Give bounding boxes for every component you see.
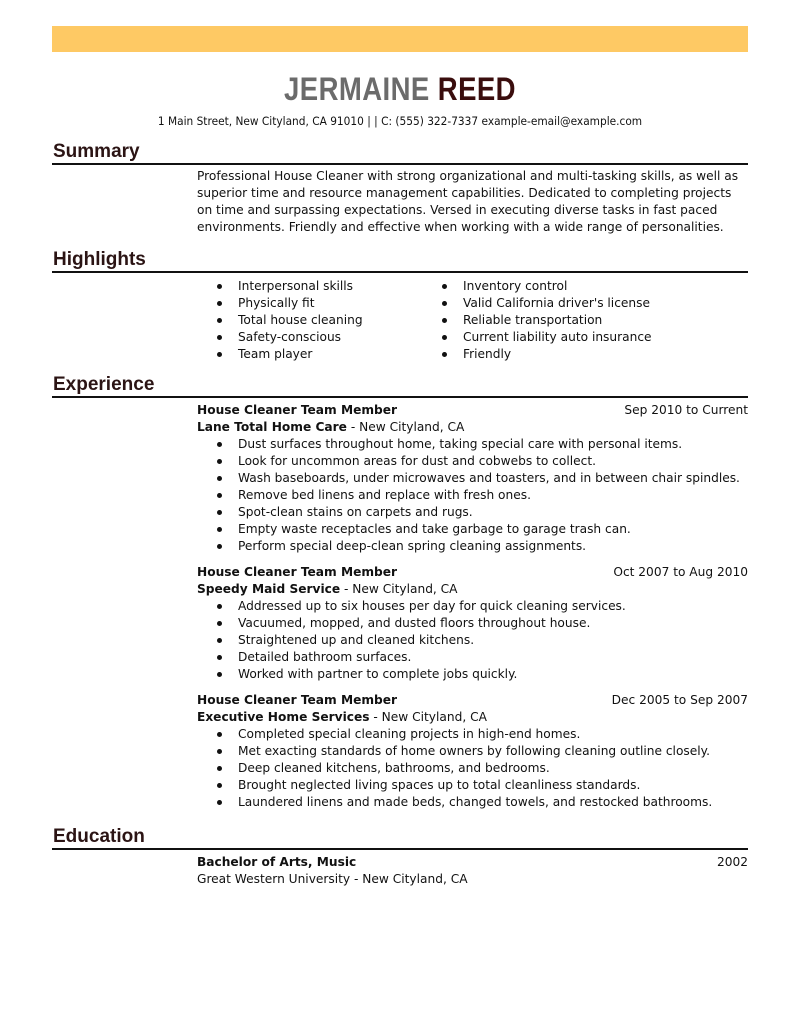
- job-dates: Oct 2007 to Aug 2010: [613, 565, 748, 579]
- section-title-highlights: Highlights: [53, 249, 146, 270]
- list-item: Completed special cleaning projects in high-end homes.: [197, 726, 748, 743]
- degree: Bachelor of Arts, Music: [197, 855, 357, 869]
- list-item: Detailed bathroom surfaces.: [197, 649, 748, 666]
- separator: -: [340, 582, 353, 596]
- job-title: House Cleaner Team Member: [197, 403, 398, 417]
- bullet-icon: [217, 800, 222, 805]
- list-item: Valid California driver's license: [422, 295, 647, 312]
- separator: -: [346, 420, 360, 434]
- job-duties: [197, 436, 748, 555]
- bullet-icon: [217, 476, 222, 481]
- list-item: Safety-conscious: [197, 329, 422, 346]
- company-name: Lane Total Home Care: [197, 420, 347, 434]
- bullet-icon: [217, 621, 222, 626]
- list-item: Current liability auto insurance: [422, 329, 647, 346]
- job-duties: [197, 726, 748, 811]
- list-item: Brought neglected living spaces up to total cleanliness standards.: [197, 777, 748, 794]
- bullet-icon: [217, 442, 222, 447]
- list-item: Reliable transportation: [422, 312, 647, 329]
- bullet-icon: [217, 766, 222, 771]
- bullet-icon: [217, 527, 222, 532]
- bullet-icon: [442, 318, 447, 323]
- last-name: REED: [437, 71, 516, 107]
- company-name: Speedy Maid Service: [197, 582, 341, 596]
- bullet-icon: [442, 301, 447, 306]
- list-item: Wash baseboards, under microwaves and toasters, and in between chair spindles.: [197, 470, 748, 487]
- list-item: Inventory control: [422, 278, 647, 295]
- bullet-icon: [217, 318, 222, 323]
- bullet-icon: [442, 352, 447, 357]
- bullet-icon: [217, 459, 222, 464]
- list-item: Met exacting standards of home owners by following cleaning outline closely.: [197, 743, 748, 760]
- list-item: Addressed up to six houses per day for quick cleaning services.: [197, 598, 748, 615]
- highlights-columns: [197, 273, 748, 363]
- highlights-left-list: [197, 278, 422, 363]
- job-entry: [197, 555, 748, 683]
- list-item: Remove bed linens and replace with fresh ones.: [197, 487, 748, 504]
- school-line: Great Western University - New Cityland, CA: [197, 872, 468, 886]
- education-header: [197, 854, 748, 871]
- bullet-icon: [217, 335, 222, 340]
- job-company-line: [197, 419, 748, 436]
- separator: -: [369, 710, 382, 724]
- education-content: [197, 850, 748, 888]
- list-item: Spot-clean stains on carpets and rugs.: [197, 504, 748, 521]
- list-item: Physically fit: [197, 295, 422, 312]
- list-item: Interpersonal skills: [197, 278, 422, 295]
- bullet-icon: [217, 510, 222, 515]
- experience-section: [52, 374, 748, 811]
- job-entry: [197, 683, 748, 811]
- bullet-icon: [217, 301, 222, 306]
- bullet-icon: [217, 655, 222, 660]
- first-name: JERMAINE: [284, 71, 430, 107]
- education-section: [52, 826, 748, 888]
- job-company-line: [197, 581, 748, 598]
- job-entry: [197, 398, 748, 555]
- accent-bar: [52, 26, 748, 52]
- list-item: Perform special deep-clean spring cleaning assignments.: [197, 538, 748, 555]
- list-item: Team player: [197, 346, 422, 363]
- contact-info: 1 Main Street, New Cityland, CA 91010 | | C: (555) 322-7337 example-email@example.com: [157, 114, 643, 128]
- bullet-icon: [442, 335, 447, 340]
- job-header: [197, 564, 748, 581]
- job-location: New Cityland, CA: [359, 420, 465, 434]
- summary-section: [52, 141, 748, 236]
- list-item: Worked with partner to complete jobs quickly.: [197, 666, 748, 683]
- bullet-icon: [217, 749, 222, 754]
- bullet-icon: [217, 672, 222, 677]
- bullet-icon: [217, 783, 222, 788]
- section-title-summary: Summary: [53, 141, 140, 162]
- highlights-section: [52, 249, 748, 363]
- job-dates: Sep 2010 to Current: [624, 403, 748, 417]
- list-item: Total house cleaning: [197, 312, 422, 329]
- bullet-icon: [442, 284, 447, 289]
- bullet-icon: [217, 284, 222, 289]
- list-item: Empty waste receptacles and take garbage to garage trash can.: [197, 521, 748, 538]
- section-title-education: Education: [53, 826, 145, 847]
- list-item: Friendly: [422, 346, 647, 363]
- graduation-year: 2002: [716, 855, 748, 869]
- job-header: [197, 692, 748, 709]
- job-company-line: [197, 709, 748, 726]
- job-location: New Cityland, CA: [381, 710, 487, 724]
- bullet-icon: [217, 544, 222, 549]
- job-header: [197, 402, 748, 419]
- list-item: Vacuumed, mopped, and dusted floors throughout house.: [197, 615, 748, 632]
- job-location: New Cityland, CA: [352, 582, 458, 596]
- list-item: Look for uncommon areas for dust and cobwebs to collect.: [197, 453, 748, 470]
- bullet-icon: [217, 638, 222, 643]
- experience-content: [197, 398, 748, 811]
- highlights-right-list: [422, 278, 652, 363]
- summary-text: Professional House Cleaner with strong organizational and multi-tasking skills, as well as superior time and resource management capabilities. Dedicated to completing projects on time and surpassing expectations. Versed in executing diverse tasks in fast paced environments. Friendly and effective when working with a wide range of personalities.: [197, 169, 739, 234]
- job-dates: Dec 2005 to Sep 2007: [611, 693, 748, 707]
- bullet-icon: [217, 732, 222, 737]
- section-title-experience: Experience: [53, 374, 155, 395]
- candidate-name: [56, 69, 744, 109]
- bullet-icon: [217, 604, 222, 609]
- job-duties: [197, 598, 748, 683]
- company-name: Executive Home Services: [197, 710, 370, 724]
- list-item: Straightened up and cleaned kitchens.: [197, 632, 748, 649]
- job-title: House Cleaner Team Member: [197, 565, 398, 579]
- bullet-icon: [217, 352, 222, 357]
- list-item: Laundered linens and made beds, changed towels, and restocked bathrooms.: [197, 794, 748, 811]
- list-item: Deep cleaned kitchens, bathrooms, and bedrooms.: [197, 760, 748, 777]
- bullet-icon: [217, 493, 222, 498]
- job-title: House Cleaner Team Member: [197, 693, 398, 707]
- list-item: Dust surfaces throughout home, taking special care with personal items.: [197, 436, 748, 453]
